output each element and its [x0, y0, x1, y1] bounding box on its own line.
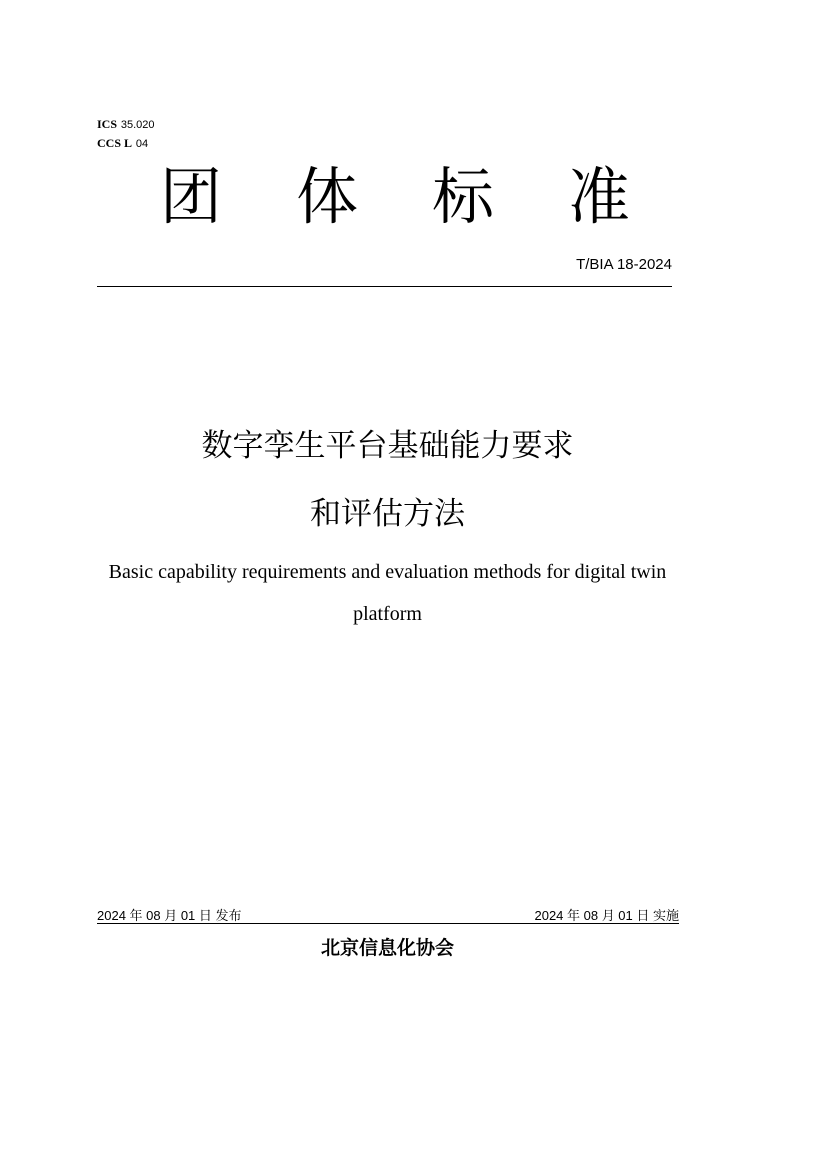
ics-value: 35.020: [120, 119, 155, 131]
english-title: Basic capability requirements and evaluation methods for digital twin platform: [108, 561, 667, 625]
publish-date: 2024 年 08 月 01 日 发布: [97, 908, 242, 923]
implement-date: 2024 年 08 月 01 日 实施: [534, 908, 679, 923]
ccs-code: [97, 134, 155, 153]
header-divider: [97, 286, 672, 287]
standard-number: T/BIA 18-2024: [576, 256, 672, 273]
classification-codes: [97, 115, 155, 153]
doc-type-char: 标: [431, 160, 494, 233]
doc-type-char: 团: [160, 160, 223, 233]
ics-code: [97, 115, 155, 134]
document-type-heading: [160, 158, 630, 236]
doc-type-char: 准: [567, 160, 630, 233]
ccs-value: 04: [135, 138, 149, 150]
chinese-title-line-1: 数字孪生平台基础能力要求: [201, 428, 574, 464]
doc-type-char: 体: [295, 160, 358, 233]
chinese-title-line-2: 和评估方法: [310, 496, 465, 532]
ics-label: ICS: [97, 117, 118, 131]
ccs-label: CCS L: [97, 136, 133, 150]
issuing-organization: 北京信息化协会: [320, 937, 454, 959]
footer-divider: [97, 923, 679, 924]
